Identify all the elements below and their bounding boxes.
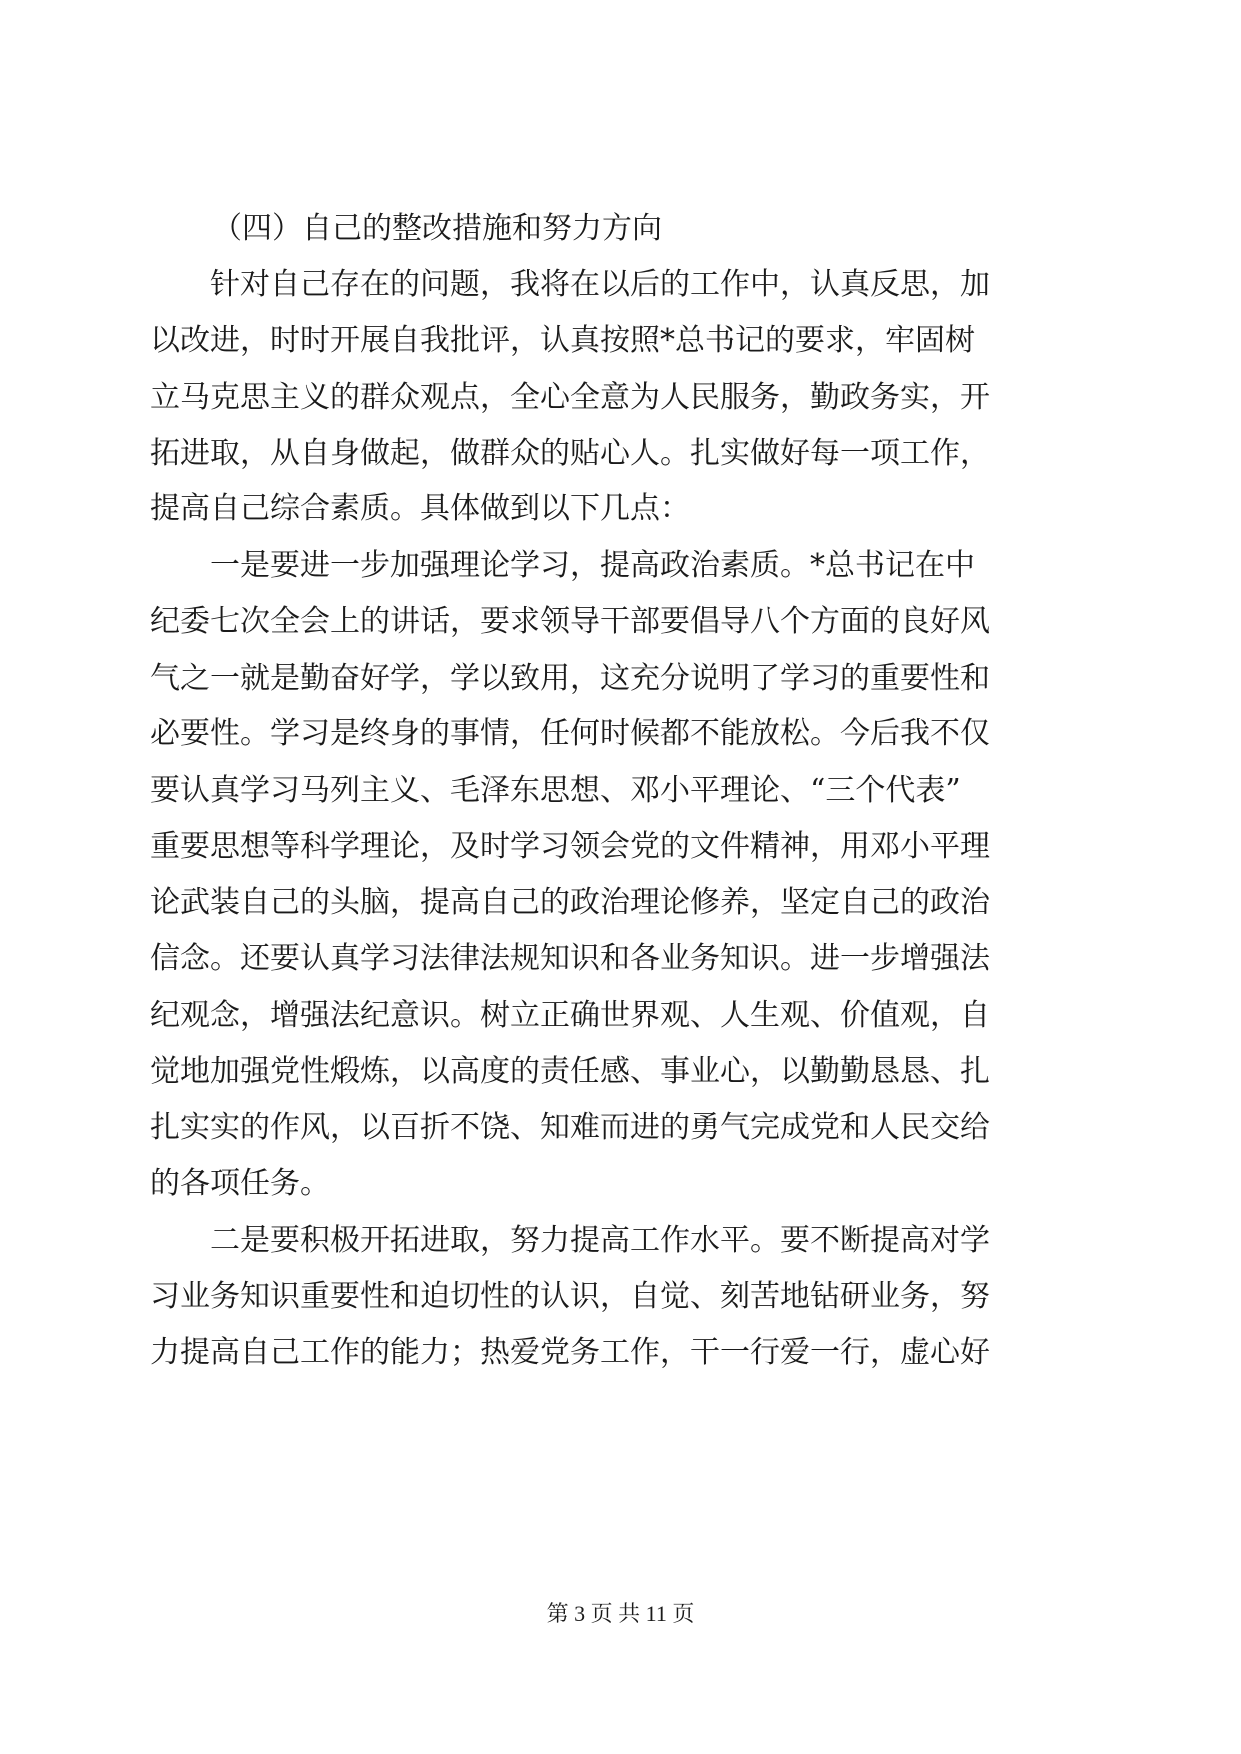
body-line: 习业务知识重要性和迫切性的认识，自觉、刻苦地钻研业务，努 (150, 1279, 990, 1314)
body-line: 拓进取，从自身做起，做群众的贴心人。扎实做好每一项工作， (150, 436, 990, 471)
page-number-footer: 第 3 页 共 11 页 (546, 1601, 695, 1626)
body-line: 力提高自己工作的能力；热爱党务工作，干一行爱一行，虚心好 (150, 1335, 990, 1370)
body-line: 觉地加强党性煅炼，以高度的责任感、事业心，以勤勤恳恳、扎 (150, 1054, 990, 1089)
body-line: 气之一就是勤奋好学，学以致用，这充分说明了学习的重要性和 (150, 661, 990, 696)
body-line: 以改进，时时开展自我批评，认真按照*总书记的要求，牢固树 (150, 323, 975, 358)
body-line: 论武装自己的头脑，提高自己的政治理论修养，坚定自己的政治 (150, 885, 990, 920)
body-line: 扎实实的作风，以百折不饶、知难而进的勇气完成党和人民交给 (150, 1110, 990, 1145)
body-line: 立马克思主义的群众观点，全心全意为人民服务，勤政务实，开 (150, 380, 990, 415)
body-line: 针对自己存在的问题，我将在以后的工作中，认真反思，加 (210, 267, 990, 302)
section-heading: （四）自己的整改措施和努力方向 (212, 211, 662, 246)
body-line: 纪委七次全会上的讲话，要求领导干部要倡导八个方面的良好风 (150, 604, 990, 639)
body-line: 必要性。学习是终身的事情，任何时候都不能放松。今后我不仅 (150, 716, 990, 751)
body-line: 信念。还要认真学习法律法规知识和各业务知识。进一步增强法 (150, 941, 990, 976)
body-line: 的各项任务。 (150, 1166, 330, 1201)
body-line: 要认真学习马列主义、毛泽东思想、邓小平理论、“三个代表” (150, 773, 961, 808)
body-line: 二是要积极开拓进取，努力提高工作水平。要不断提高对学 (210, 1223, 990, 1258)
body-line: 纪观念，增强法纪意识。树立正确世界观、人生观、价值观，自 (150, 998, 990, 1033)
body-line: 重要思想等科学理论，及时学习领会党的文件精神，用邓小平理 (150, 829, 990, 864)
body-line: 提高自己综合素质。具体做到以下几点： (150, 491, 690, 526)
body-line: 一是要进一步加强理论学习，提高政治素质。*总书记在中 (210, 548, 975, 583)
